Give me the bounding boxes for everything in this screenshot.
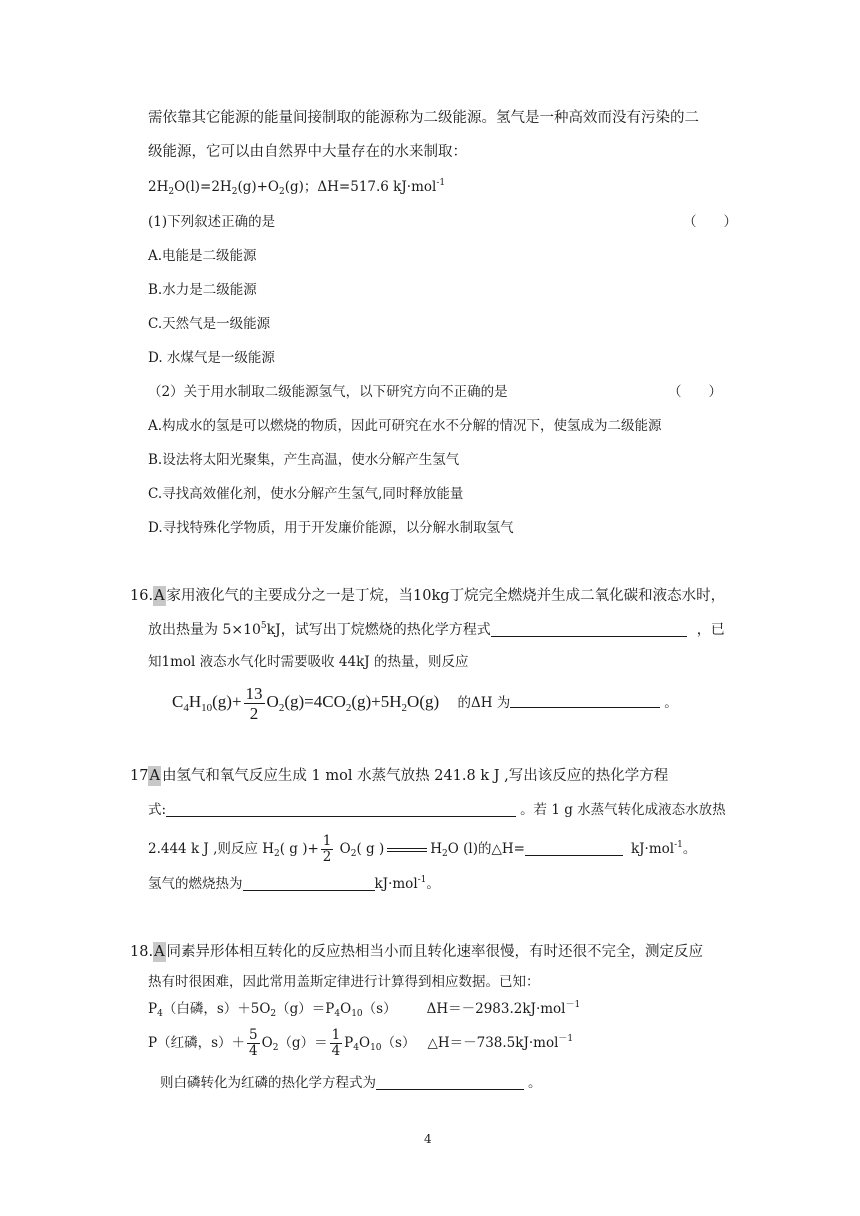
q17-equals-sign (387, 846, 427, 854)
q16-answer-blank-2[interactable] (510, 692, 660, 708)
intro-line-1: 需依靠其它能源的能量间接制取的能源称为二级能源。氢气是一种高效而没有污染的二 (148, 110, 699, 126)
q18-number: 18. (130, 944, 154, 960)
q16-line-1: 16.A 家用液化气的主要成分之一是丁烷，当10kg丁烷完全燃烧并生成二氧化碳和液态水时， (130, 588, 726, 604)
q15-1-answer-paren: （ ） (683, 214, 737, 230)
q18-line-2: 热有时很困难，因此常用盖斯定律进行计算得到相应数据。已知： (148, 974, 540, 990)
q15-2-option-a: A.构成水的氢是可以燃烧的物质，因此可研究在水不分解的情况下，使氢成为二级能源 (148, 418, 662, 434)
q15-1-option-a: A.电能是二级能源 (148, 248, 257, 264)
q17-answer-blank-3[interactable] (243, 875, 375, 891)
q16-line-2: 放出热量为 $5\times 10^5kJ$，试写出丁烷燃烧的热化学方程式 ，已 (148, 621, 725, 638)
q15-2-option-b: B.设法将太阳光聚集，产生高温，使水分解产生氢气 (148, 452, 460, 468)
q17-number: 17 (130, 768, 149, 784)
q16-line-3: 知1mol 液态水气化时需要吸收 44kJ 的热量，则反应 (148, 654, 469, 670)
q15-1-option-c: C.天然气是一级能源 (148, 316, 271, 332)
q18-equation-1: $P_4$（白磷，$s)+5O_2(g)=P_4O_{10}(s)$ ΔH＝－2983.2kJ·mol$^{-1}$ (148, 1000, 581, 1019)
q16-equation: $C_4H_{10}(g)+$ $\frac{13}{2}$ $O_2(g)=4CO_2(g)+5H_2O(g)$ 的ΔH 为 。 (172, 683, 678, 723)
q15-1-option-b: B.水力是二级能源 (148, 282, 257, 298)
q15-2-option-d: D.寻找特殊化学物质，用于开发廉价能源，以分解水制取氢气 (148, 520, 514, 536)
q17-line-4: 氢气的燃烧热为 kJ·mol$^{-1}$。 (148, 875, 440, 892)
q18-last-line: 则白磷转化为红磷的热化学方程式为 。 (160, 1075, 542, 1091)
q18-answer-blank[interactable] (376, 1074, 524, 1090)
q15-2-answer-paren: （ ） (668, 384, 722, 400)
q16-answer-blank-1[interactable] (491, 621, 687, 637)
q16-number: 16. (130, 588, 154, 604)
q15-1-stem: (1)下列叙述正确的是 (148, 214, 276, 230)
q17-line-2: 式: 。若 1 g 水蒸气转化成液态水放热 (148, 802, 726, 818)
q17-answer-blank-1[interactable] (166, 801, 516, 817)
intro-line-2: 级能源，它可以由自然界中大量存在的水来制取： (148, 144, 467, 160)
q18-line-1: 18.A 同素异形体相互转化的反应热相当小而且转化速率很慢，有时还很不完全，测定反应 (130, 944, 704, 960)
q17-level-mark: A (149, 768, 160, 784)
q15-1-option-d: D. 水煤气是一级能源 (148, 350, 275, 366)
q17-line-1: 17A 由氢气和氧气反应生成 1 mol 水蒸气放热 241.8 k J ,写出该反应的热化学方程 (130, 768, 669, 784)
q15-2-stem: （2）关于用水制取二级能源氢气，以下研究方向不正确的是 (148, 384, 508, 400)
q17-answer-blank-2[interactable] (525, 840, 623, 856)
q17-line-3: 2.444 k J ,则反应 $H_2$( g )+ $\frac{1}{2}$ $O_2$( g ) $H_2O$ (l)的△H= kJ·mol$^{-1}$。 (148, 832, 697, 865)
intro-equation: $2H_2O(l)=2H_2(g)+O_2(g)$；ΔH=517.6 kJ·mol$^{-1}$ (148, 178, 446, 197)
page-number: 4 (424, 1132, 432, 1146)
q18-equation-2: P（红磷，s）＋ $\frac{5}{4}$ $O_2(g)=$ $\frac{1}{4}$ $P_4O_{10}(s)$ △H＝－738.5kJ·mol$^{-1}$ (148, 1026, 574, 1059)
q18-level-mark: A (154, 944, 165, 960)
q15-2-option-c: C.寻找高效催化剂，使水分解产生氢气,同时释放能量 (148, 486, 464, 502)
q16-level-mark: A (154, 588, 165, 604)
